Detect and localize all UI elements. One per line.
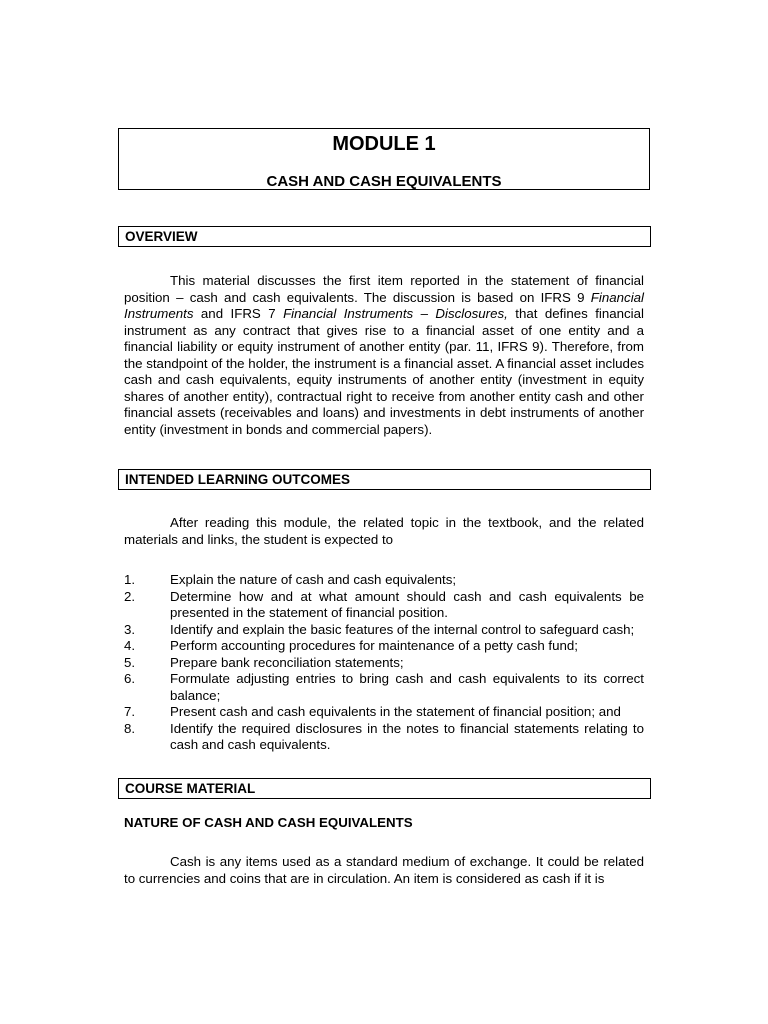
list-item [124, 721, 644, 754]
list-item-text: Identify the required disclosures in the notes to financial statements relating to cash and cash equivalents. [170, 720, 644, 752]
list-item-number: 7. [124, 704, 136, 719]
list-item-text: Explain the nature of cash and cash equivalents; [170, 572, 457, 587]
list-item-text: Perform accounting procedures for maintenance of a petty cash fund; [170, 638, 579, 653]
list-item-number: 6. [124, 671, 136, 686]
list-item [124, 622, 644, 639]
overview-text-italic-1: Financial Instruments [124, 289, 644, 321]
list-item-number: 4. [124, 638, 136, 653]
list-item-text: Determine how and at what amount should cash and cash equivalents be presented in the statement of financial position. [170, 588, 644, 620]
overview-text-italic-2: Financial Instruments – Disclosures, [283, 306, 508, 321]
overview-paragraph [124, 273, 644, 438]
nature-subheading: NATURE OF CASH AND CASH EQUIVALENTS [124, 815, 413, 830]
list-item-number: 5. [124, 654, 136, 670]
module-subtitle: CASH AND CASH EQUIVALENTS [266, 173, 502, 190]
overview-text-b: and IFRS 7 [193, 306, 284, 321]
list-item [124, 638, 644, 655]
course-material-heading: COURSE MATERIAL [118, 778, 651, 799]
list-item-number: 3. [124, 621, 136, 637]
list-item-text: Present cash and cash equivalents in the statement of financial position; and [170, 704, 621, 719]
module-title: MODULE 1 [332, 133, 436, 155]
list-item [124, 704, 644, 721]
course-material-paragraph: Cash is any items used as a standard medium of exchange. It could be related to currencies and coins that are in circulation. An item is considered as cash if it is [124, 854, 644, 886]
list-item-number: 8. [124, 720, 136, 736]
list-item [124, 671, 644, 704]
list-item-text: Identify and explain the basic features of the internal control to safeguard cash; [170, 621, 635, 637]
overview-heading: OVERVIEW [118, 226, 651, 247]
ilo-intro: After reading this module, the related topic in the textbook, and the related materials and links, the student is expected to [124, 515, 644, 547]
list-item [124, 655, 644, 672]
ilo-list [124, 572, 644, 754]
list-item-number: 2. [124, 588, 136, 604]
ilo-heading: INTENDED LEARNING OUTCOMES [118, 469, 651, 490]
overview-text-a: This material discusses the first item reported in the statement of financial position – cash and cash equivalents. The discussion is based on IFRS 9 [124, 273, 644, 305]
list-item [124, 589, 644, 622]
list-item-text: Prepare bank reconciliation statements; [170, 654, 404, 670]
list-item-text: Formulate adjusting entries to bring cash and cash equivalents to its correct balance; [170, 671, 644, 703]
overview-text-c: that defines financial instrument as any contract that gives rise to a financial asset of one entity and a financial liability or equity instrument of another entity (par. 11, IFRS 9). Therefore, from the standpoint of the holder, the instrument is a financial asset. A financial asset includes cash and cash equivalents, equity instruments of another entity (investment in equity shares of another entity), contractual right to receive from another entity cash and other financial assets (receivables and loans) and investments in debt instruments of another entity (investment in bonds and commercial papers). [124, 306, 644, 437]
list-item-number: 1. [124, 572, 136, 587]
module-title-box [118, 128, 650, 190]
list-item [124, 572, 644, 589]
